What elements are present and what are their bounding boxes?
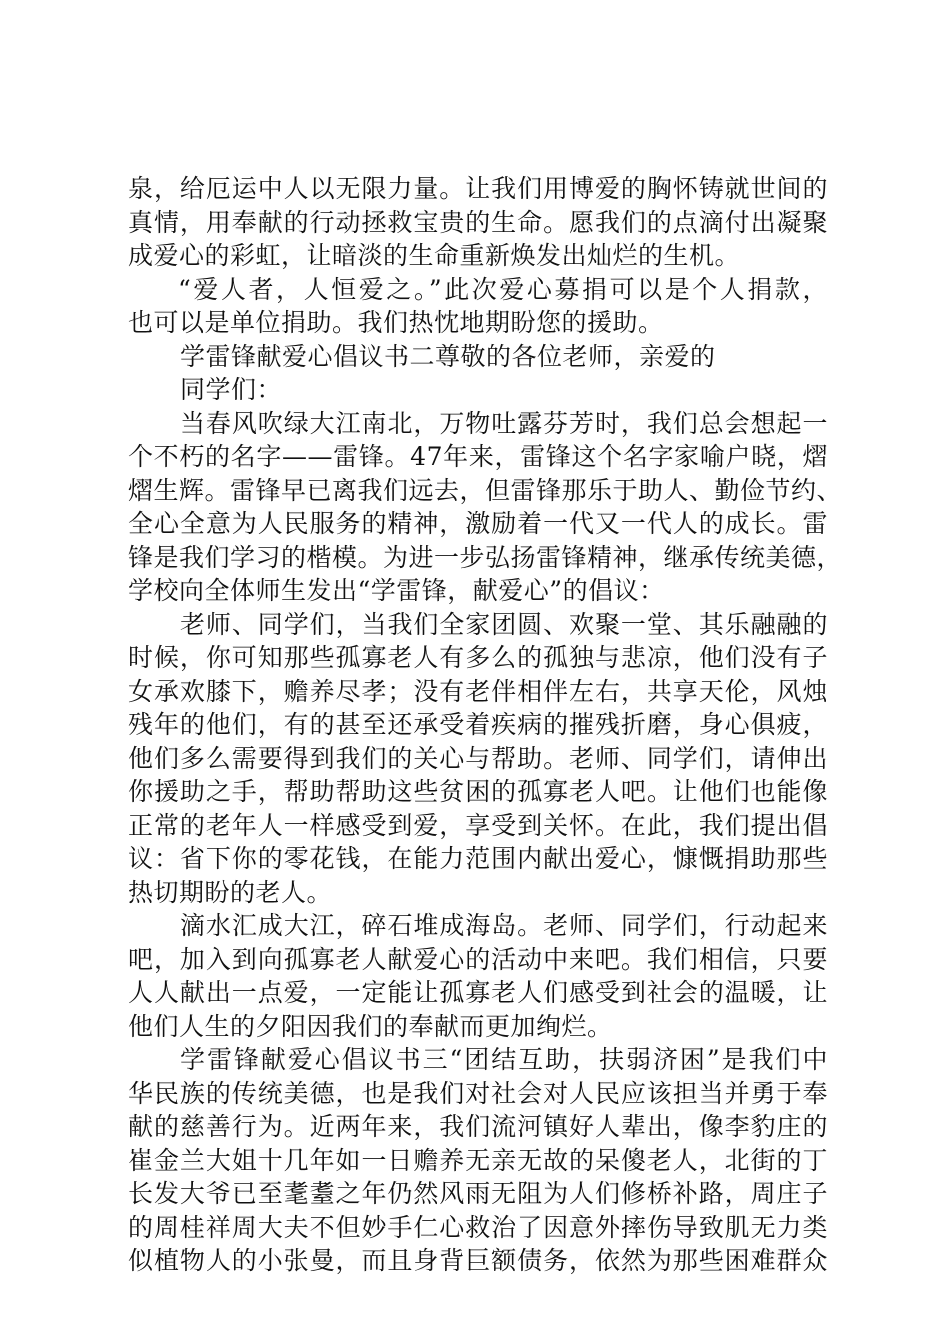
section-heading: 学雷锋献爱心倡议书二尊敬的各位老师，亲爱的: [180, 341, 716, 371]
text-line: 也可以是单位捐助。我们热忱地期盼您的援助。: [128, 308, 664, 337]
text-line: 真情，用奉献的行动拯救宝贵的生命。愿我们的点滴付出凝聚: [128, 207, 828, 237]
text-line: 你援助之手，帮助帮助这些贫困的孤寡老人吧。让他们也能像: [128, 777, 828, 806]
text-line: 成爱心的彩虹，让暗淡的生命重新焕发出灿烂的生机。: [128, 241, 741, 270]
text-line: 学雷锋献爱心倡议书三“团结互助，扶弱济困”是我们中: [180, 1045, 828, 1074]
text-line: 当春风吹绿大江南北，万物吐露芬芳时，我们总会想起一: [180, 408, 828, 438]
text-line: 全心全意为人民服务的精神，激励着一代又一代人的成长。雷: [128, 509, 828, 538]
text-line: 似植物人的小张曼，而且身背巨额债务，依然为那些困难群众: [128, 1246, 828, 1275]
text-line: 泉，给厄运中人以无限力量。让我们用博爱的胸怀铸就世间的: [128, 174, 828, 203]
text-line: 热切期盼的老人。: [128, 877, 333, 907]
text-line: 崔金兰大姐十几年如一日赡养无亲无故的呆傻老人，北街的丁: [128, 1145, 828, 1175]
text-line: “爱人者，人恒爱之。”此次爱心募捐可以是个人捐款，: [178, 274, 828, 304]
text-line: 正常的老年人一样感受到爱，享受到关怀。在此，我们提出倡: [128, 810, 828, 840]
text-line: 吧，加入到向孤寡老人献爱心的活动中来吧。我们相信，只要: [128, 944, 828, 974]
text-line: 时候，你可知那些孤寡老人有多么的孤独与悲凉，他们没有子: [128, 643, 828, 672]
text-line: 锋是我们学习的楷模。为进一步弘扬雷锋精神，继承传统美德，: [128, 542, 843, 572]
text-line: 人人献出一点爱，一定能让孤寡老人们感受到社会的温暖，让: [128, 978, 828, 1007]
text-line: 议：省下你的零花钱，在能力范围内献出爱心，慷慨捐助那些: [128, 844, 828, 873]
text-line: 他们人生的夕阳因我们的奉献而更加绚烂。: [128, 1011, 613, 1041]
text-line: 的周桂祥周大夫不但妙手仁心救治了因意外摔伤导致肌无力类: [128, 1212, 828, 1242]
text-line: 熠生辉。雷锋早已离我们远去，但雷锋那乐于助人、勤俭节约、: [128, 475, 843, 505]
text-line: 学校向全体师生发出“学雷锋，献爱心”的倡议：: [128, 576, 665, 605]
salutation: 同学们：: [180, 375, 283, 404]
text-line: 个不朽的名字——雷锋。47年来，雷锋这个名字家喻户晓，熠: [128, 442, 828, 471]
text-line: 他们多么需要得到我们的关心与帮助。老师、同学们，请伸出: [128, 743, 828, 773]
text-line: 残年的他们，有的甚至还承受着疾病的摧残折磨，身心俱疲，: [128, 710, 828, 739]
text-line: 长发大爷已至耄耋之年仍然风雨无阻为人们修桥补路，周庄子: [128, 1179, 828, 1208]
text-line: 老师、同学们，当我们全家团圆、欢聚一堂、其乐融融的: [180, 609, 828, 639]
text-line: 献的慈善行为。近两年来，我们流河镇好人辈出，像李豹庄的: [128, 1112, 828, 1141]
text-line: 女承欢膝下，赡养尽孝；没有老伴相伴左右，共享天伦，风烛: [128, 676, 828, 706]
text-line: 滴水汇成大江，碎石堆成海岛。老师、同学们，行动起来: [180, 911, 828, 940]
document-body: [128, 172, 843, 1278]
text-line: 华民族的传统美德，也是我们对社会对人民应该担当并勇于奉: [128, 1078, 828, 1108]
